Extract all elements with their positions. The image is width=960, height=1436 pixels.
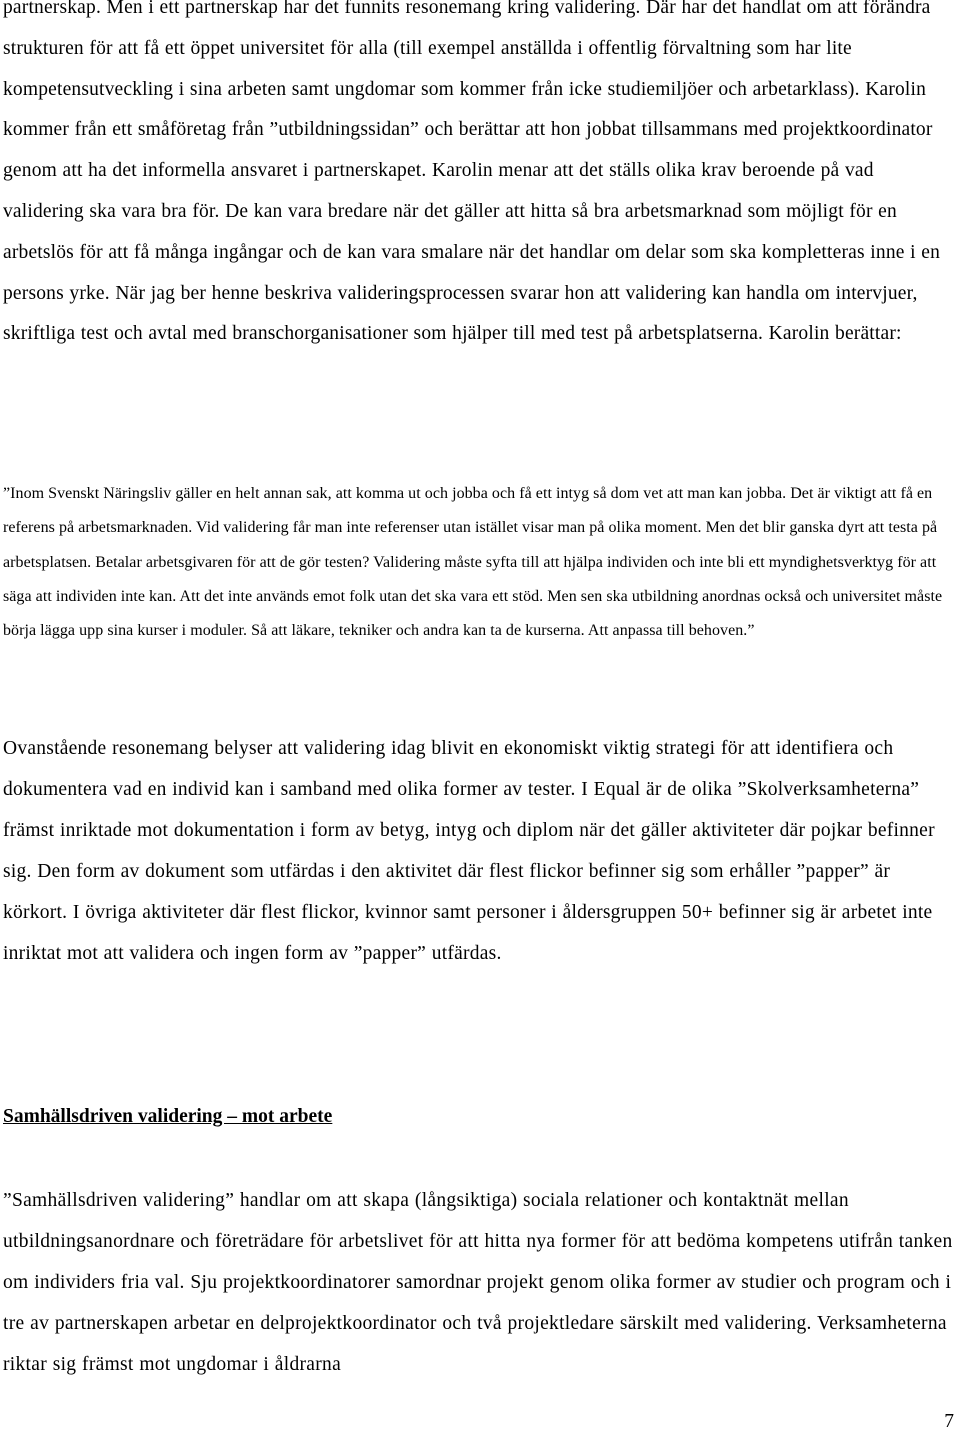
page-number: 7 bbox=[944, 1411, 954, 1432]
body-paragraph-2: Ovanstående resonemang belyser att validering idag blivit en ekonomiskt viktig strategi för att identifiera och dokumentera vad en individ kan i samband med olika former av tester. I Equal är de olika ”Skolverksamheterna” främst inriktade mot dokumentation i form av betyg, intyg och diplom när det gäller aktiviteter där pojkar befinner sig. Den form av dokument som utfärdas i den aktivitet där flest flickor befinner sig som erhåller ”papper” är körkort. I övriga aktiviteter där flest flickor, kvinnor samt personer i åldersgruppen 50+ befinner sig är arbetet inte inriktat mot att validera och ingen form av ”papper” utfärdas. bbox=[3, 738, 935, 965]
body-paragraph-3: ”Samhällsdriven validering” handlar om att skapa (långsiktiga) sociala relationer och kontaktnät mellan utbildningsanordnare och företrädare för arbetslivet för att hitta nya former för att bedöma kompetens utifrån tanken om individers fria val. Sju projektkoordinatorer samordnar projekt genom olika former av studier och program och i tre av partnerskapen arbetar en delprojektkoordinator och två projektledare särskilt med validering. Verksamheterna riktar sig främst mot ungdomar i åldrarna bbox=[3, 1190, 953, 1375]
body-paragraph-1: partnerskap. Men i ett partnerskap har det funnits resonemang kring validering. Där har det handlat om att förändra strukturen för att få ett öppet universitet för alla (till exempel anställda i offentlig förvaltning som har lite kompetensutveckling i sina arbeten samt ungdomar som kommer från icke studiemiljöer och arbetarklass). Karolin kommer från ett småföretag från ”utbildningssidan” och berättar att hon jobbat tillsammans med projektkoordinator genom att ha det informella ansvaret i partnerskapet. Karolin menar att det ställs olika krav beroende på vad validering ska vara bra för. De kan vara bredare när det gäller att hitta så bra arbetsmarknad som möjligt för en arbetslös för att få många ingångar och de kan vara smalare när det handlar om delar som ska kompletteras inne i en persons yrke. När jag ber henne beskriva valideringsprocessen svarar hon att validering kan handla om intervjuer, skriftliga test och avtal med branschorganisationer som hjälper till med test på arbetsplatserna. Karolin berättar: bbox=[3, 0, 941, 345]
section-heading: Samhällsdriven validering – mot arbete bbox=[3, 1106, 333, 1127]
interview-quote: ”Inom Svenskt Näringsliv gäller en helt annan sak, att komma ut och jobba och få ett intyg så dom vet att man kan jobba. Det är viktigt att få en referens på arbetsmarknaden. Vid validering får man inte referenser utan istället visar man på olika moment. Men det blir ganska dyrt att testa på arbetsplatsen. Betalar arbetsgivaren för att de gör testen? Validering måste syfta till att hjälpa individen och inte bli ett myndighetsverktyg för att säga att individen inte kan. Att det inte används emot folk utan det ska vara ett stöd. Men sen ska utbildning anordnas också och universitet måste börja lägga upp sina kurser i moduler. Så att läkare, tekniker och andra kan ta de kurserna. Att anpassa till behoven.” bbox=[3, 485, 943, 640]
